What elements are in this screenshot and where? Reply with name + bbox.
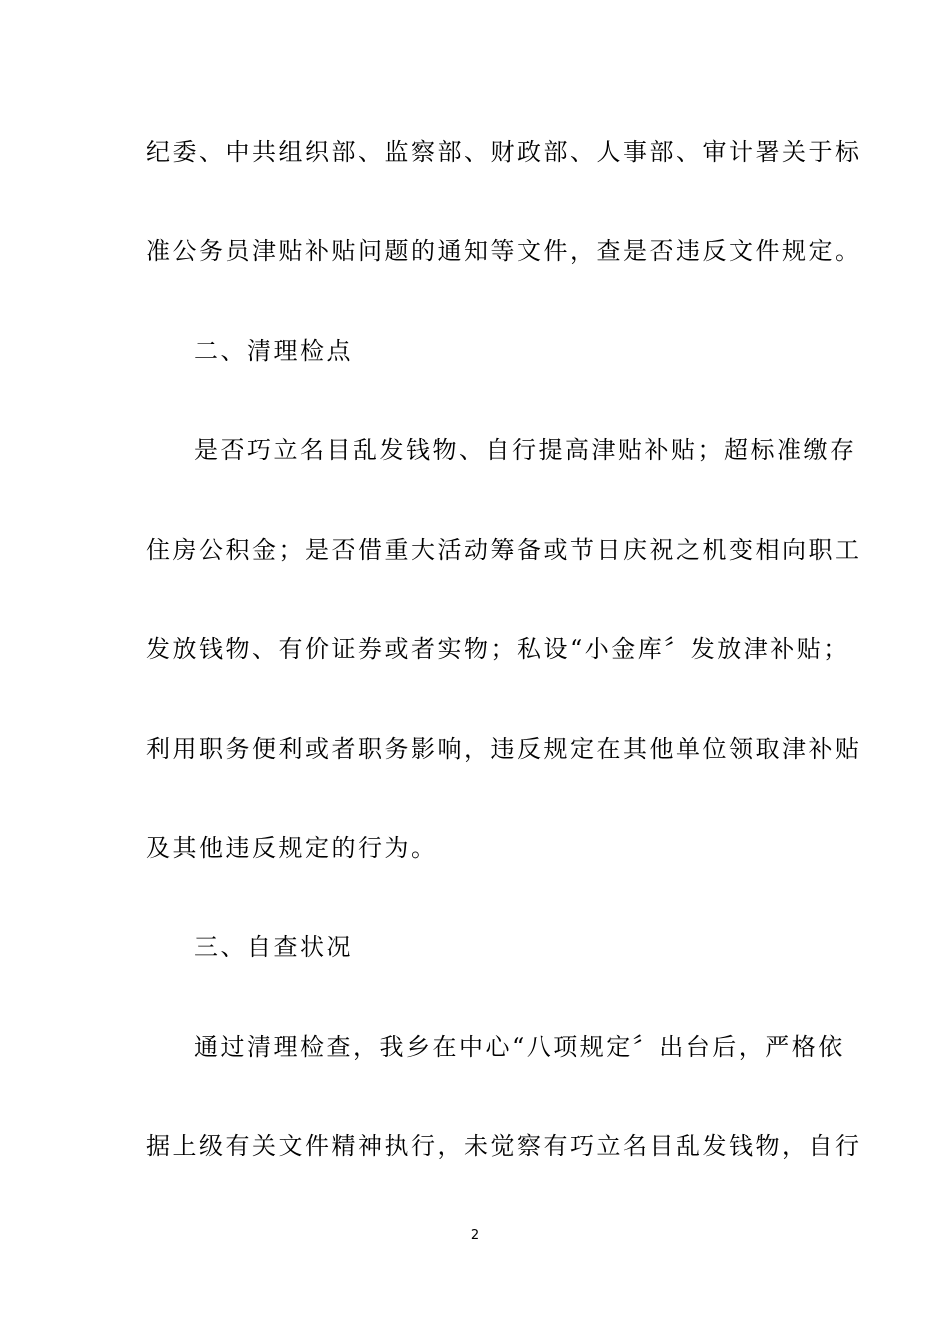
text-line: 纪委、中共组织部、监察部、财政部、人事部、审计署关于标 [146,138,862,166]
text-line: 及其他违反规定的行为。 [146,834,438,862]
text-line: 准公务员津贴补贴问题的通知等文件，查是否违反文件规定。 [146,237,862,265]
text-line: 通过清理检查，我乡在中心“八项规定〞出台后，严格依 [194,1033,845,1061]
section-heading: 二、清理检点 [194,337,353,365]
text-line: 据上级有关文件精神执行，未觉察有巧立名目乱发钱物，自行 [146,1132,862,1160]
text-line: 住房公积金；是否借重大活动筹备或节日庆祝之机变相向职工 [146,536,862,564]
text-line: 是否巧立名目乱发钱物、自行提高津贴补贴；超标准缴存 [194,436,857,464]
page-number: 2 [470,1228,480,1243]
text-line: 利用职务便利或者职务影响，违反规定在其他单位领取津补贴 [146,735,862,763]
text-line: 发放钱物、有价证券或者实物；私设“小金库〞发放津补贴； [146,635,850,663]
section-heading: 三、自查状况 [194,933,353,961]
